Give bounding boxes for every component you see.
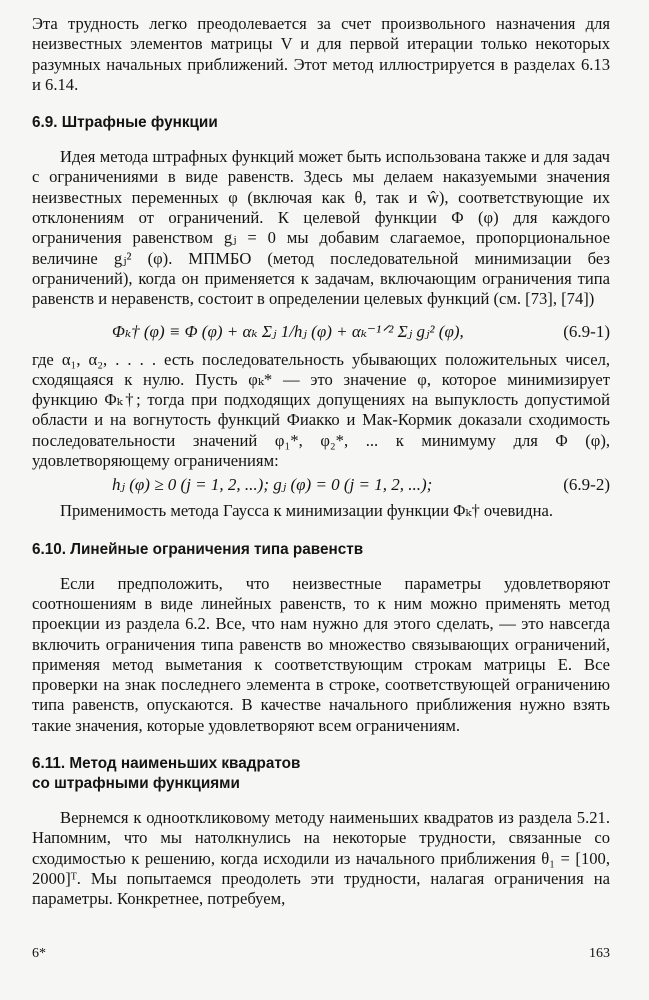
equation-6-9-1-number: (6.9-1) bbox=[563, 321, 610, 341]
section-6-9-paragraph-3: Применимость метода Гаусса к минимизации функции Φₖ† очевидна. bbox=[60, 501, 554, 521]
printer-signature: 6* bbox=[32, 946, 46, 961]
section-6-10-paragraph-1: Если предположить, что неизвестные параметры удовлетворяют соотношениям в виде линейных равенств, то к ним можно применять метод проекции из раздела 6.2. Все, что нам нужно для этого сделать, — это навсегда включить ограничения типа равенств во множество связывающих ограничений, применяя метод выметания к соответствующим строкам матрицы E. Все проверки на знак последнего элемента в строке, соответствующей ограничению типа равенств, опускаются. В качестве начального приближения нужно взять такие значения, которые удовлетворяют всем ограничениям. bbox=[32, 573, 610, 735]
section-heading-6-9: 6.9. Штрафные функции bbox=[32, 114, 218, 132]
equation-6-9-2 bbox=[32, 471, 610, 501]
section-6-9-paragraph-2: где α₁, α₂, . . . . есть последовательность убывающих положительных чисел, сходящаяся к нулю. Пусть φₖ* — это значение φ, которое минимизирует функцию Φₖ†; тогда при подходящих допущениях на выпуклость допустимой области и на вогнутость функций Фиакко и Мак-Кормик доказали сходимость последовательности значений φ₁*, φ₂*, ... к минимуму для Φ (φ), удовлетворяющему ограничениям: bbox=[32, 349, 610, 471]
page-number: 163 bbox=[589, 946, 610, 961]
page-body bbox=[32, 14, 610, 910]
section-6-9-paragraph-1: Идея метода штрафных функций может быть использована также и для задач с ограничениями в виде равенств. Здесь мы делаем наказуемыми значения неизвестных переменных φ (включая как θ, так и ŵ), соответствующие их отклонениям от ограничений. К целевой функции Φ (φ) для каждого ограничения равенством gⱼ = 0 мы добавим слагаемое, пропорциональное величине gⱼ² (φ). МПМБО (метод последовательной минимизации без ограничений), когда он применяется к задачам, включающим ограничения типа равенств и неравенств, состоит в определении целевых функций (см. [73], [74]) bbox=[32, 147, 610, 309]
page-footer bbox=[32, 946, 610, 970]
section-heading-6-10: 6.10. Линейные ограничения типа равенств bbox=[32, 540, 364, 558]
intro-paragraph: Эта трудность легко преодолевается за счет произвольного назначения для неизвестных элементов матрицы V и для первой итерации только некоторых разумных начальных приближений. Этот метод иллюстрируется в разделах 6.13 и 6.14. bbox=[32, 14, 610, 94]
equation-6-9-2-formula: hⱼ (φ) ≥ 0 (j = 1, 2, ...); gⱼ (φ) = 0 (j = 1, 2, ...); bbox=[112, 475, 433, 495]
section-heading-6-11 bbox=[32, 754, 610, 794]
section-6-11-paragraph-1: Вернемся к однооткликовому методу наименьших квадратов из раздела 5.21. Напомним, что мы натолкнулись на некоторые трудности, связанные со сходимостью к решению, когда исходили из начального приближения θ₁ = [100, 2000]ᵀ. Мы попытаемся преодолеть эти трудности, налагая ограничения на параметры. Конкретнее, потребуем, bbox=[32, 808, 610, 909]
equation-6-9-2-number: (6.9-2) bbox=[563, 475, 610, 495]
section-heading-6-11-line-2: со штрафными функциями bbox=[32, 775, 240, 793]
section-heading-6-11-line-1: 6.11. Метод наименьших квадратов bbox=[32, 755, 301, 773]
equation-6-9-1 bbox=[32, 310, 610, 350]
equation-6-9-1-formula: Φₖ† (φ) ≡ Φ (φ) + αₖ Σⱼ 1/hⱼ (φ) + αₖ⁻¹ᐟ² Σⱼ gⱼ² (φ), bbox=[112, 321, 464, 341]
